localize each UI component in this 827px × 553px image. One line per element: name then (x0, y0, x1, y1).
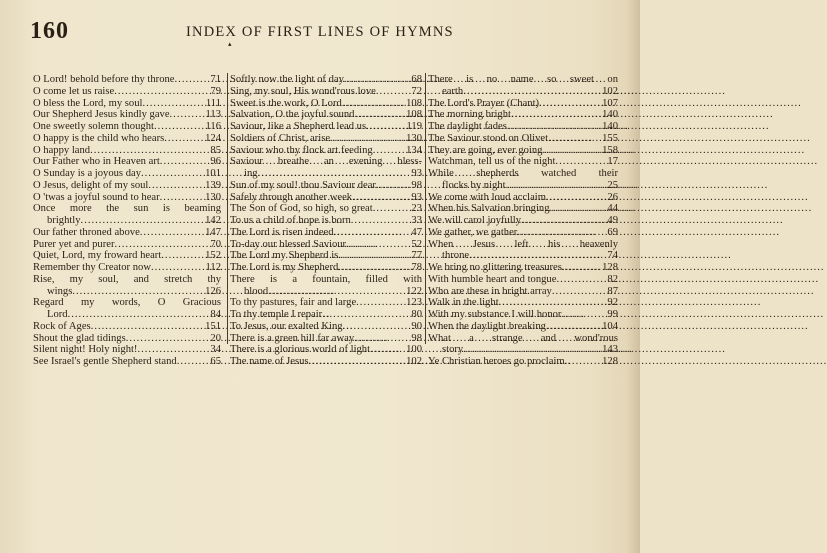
index-entry (33, 356, 221, 368)
index-entry (230, 356, 422, 368)
leader-dots (556, 274, 606, 286)
index-entry-first-line: When Jesus left his heavenly (428, 238, 618, 250)
hymn-number: 107 (602, 97, 618, 109)
index-entry (33, 239, 221, 251)
hymn-number: 78 (411, 262, 422, 273)
leader-dots (546, 321, 601, 333)
index-entry (33, 192, 221, 204)
hymn-number: 116 (205, 121, 221, 132)
leader-dots (499, 297, 607, 309)
index-entry (230, 227, 422, 239)
leader-dots (469, 250, 606, 262)
leader-dots (154, 121, 205, 133)
index-entry-first-line: There is no name so sweet on (428, 74, 618, 85)
index-entry (33, 180, 221, 192)
hymn-number: 119 (406, 121, 422, 132)
hymn-number: 142 (205, 215, 221, 226)
leader-dots (562, 262, 601, 274)
leader-dots (565, 356, 601, 368)
hymn-first-line: blood (244, 285, 269, 297)
hymn-first-line: Sweet is the work, O Lord (230, 97, 342, 109)
hymn-first-line: We will carol joyfully (428, 215, 521, 226)
index-entry (428, 145, 618, 157)
hymn-first-line: Quiet, Lord, my froward heart (33, 250, 162, 262)
hymn-number: 84 (210, 309, 221, 320)
index-entry (428, 262, 618, 274)
hymn-number: 93 (411, 168, 422, 179)
hymn-number: 128 (602, 356, 618, 367)
hymn-number: 126 (205, 285, 221, 297)
index-entry (33, 286, 221, 298)
hymn-first-line: There is a glorious world of light (230, 344, 371, 356)
leader-dots (309, 356, 406, 368)
hymn-first-line: Purer yet and purer (33, 238, 115, 250)
leader-dots (376, 86, 411, 98)
index-entry (33, 344, 221, 356)
hymn-number: 74 (607, 250, 618, 262)
hymn-number: 155 (602, 132, 618, 144)
column-divider (227, 73, 228, 344)
leader-dots (366, 121, 405, 133)
hymn-number: 25 (607, 179, 618, 191)
leader-dots (114, 239, 209, 251)
hymn-first-line: We gather, we gather (428, 226, 518, 238)
hymn-first-line: Walk in the light (428, 297, 499, 309)
hymn-number: 124 (205, 132, 221, 144)
index-entry (428, 309, 618, 321)
hymn-first-line: The Lord my Shepherd is (230, 250, 339, 262)
hymn-first-line: Salvation, O the joyful sound (230, 109, 355, 121)
index-entry (428, 156, 618, 168)
hymn-number: 87 (607, 285, 618, 297)
leader-dots (258, 168, 411, 180)
hymn-number: 147 (205, 226, 221, 238)
index-entry-first-line: There is a fountain, filled with (230, 273, 422, 285)
hymn-first-line: O Sunday is a joyous day (33, 168, 141, 179)
index-entry (428, 356, 618, 368)
index-column-3 (428, 74, 618, 368)
leader-dots (344, 74, 411, 86)
leader-dots (373, 203, 411, 215)
hymn-first-line: Rock of Ages (33, 320, 91, 332)
hymn-number: 93 (411, 191, 422, 203)
hymn-first-line: With my substance I will honor (428, 309, 562, 320)
hymn-first-line: When the daylight breaking (428, 320, 546, 332)
hymn-first-line: Saviour who thy flock art feeding (230, 144, 373, 156)
hymn-number: 17 (607, 156, 618, 168)
leader-dots (506, 180, 607, 192)
hymn-first-line: Watchman, tell us of the night (428, 156, 556, 168)
index-entry (33, 145, 221, 157)
leader-dots (517, 227, 606, 239)
hymn-number: 122 (406, 285, 422, 297)
hymn-first-line: To Jesus, our exalted King (230, 320, 343, 332)
leader-dots (141, 168, 204, 180)
hymn-first-line: The Lord is my Shepherd (230, 262, 339, 273)
hymn-number: 44 (607, 203, 618, 215)
hymn-number: 92 (607, 297, 618, 309)
index-entry (428, 286, 618, 298)
leader-dots (550, 203, 607, 215)
hymn-number: 99 (607, 309, 618, 320)
hymn-first-line: O come let us raise (33, 85, 115, 97)
hymn-number: 143 (602, 344, 618, 356)
hymn-number: 72 (411, 85, 422, 97)
hymn-first-line: Soldiers of Christ, arise (230, 132, 331, 144)
leader-dots (511, 109, 601, 121)
hymn-first-line: Silent night! Holy night! (33, 344, 138, 356)
hymn-number: 102 (406, 356, 422, 367)
hymn-first-line: Sing, my soul, His wond'rous love (230, 85, 376, 97)
index-entry (428, 109, 618, 121)
leader-dots (175, 74, 210, 86)
index-entry (428, 344, 618, 356)
heading-ornament-mark: ▴ (228, 40, 232, 48)
leader-dots (68, 309, 210, 321)
index-entry (230, 109, 422, 121)
hymn-first-line: The Saviour stood on Olivet (428, 132, 549, 144)
hymn-first-line: One sweetly solemn thought (33, 121, 154, 132)
hymn-first-line: Lord (47, 309, 68, 320)
hymn-number: 69 (607, 226, 618, 238)
index-entry (230, 309, 422, 321)
hymn-first-line: To us a child of hope is born (230, 215, 351, 226)
index-entry (230, 121, 422, 133)
hymn-number: 108 (406, 109, 422, 121)
index-entry (230, 145, 422, 157)
hymn-number: 140 (602, 109, 618, 121)
hymn-number: 79 (210, 85, 221, 97)
index-entry (33, 250, 221, 262)
hymn-number: 49 (607, 215, 618, 226)
hymn-first-line: Ye Christian heroes go proclaim (428, 356, 565, 367)
hymn-first-line: Who are these in bright array (428, 285, 552, 297)
index-entry (33, 86, 221, 98)
hymn-first-line: To-day our blessed Saviour (230, 238, 347, 250)
hymn-number: 34 (210, 344, 221, 356)
index-entry-first-line: What a strange and wond'rous (428, 332, 618, 344)
hymn-first-line: O bless the Lord, my soul (33, 97, 143, 109)
hymn-first-line: We come with loud acclaim (428, 191, 546, 203)
hymn-first-line: O Jesus, delight of my soul (33, 179, 149, 191)
index-entry (428, 86, 618, 98)
index-entry (33, 98, 221, 110)
index-entry (428, 192, 618, 204)
hymn-number: 123 (406, 297, 422, 309)
leader-dots (352, 192, 410, 204)
leader-dots (338, 250, 410, 262)
index-entry (230, 168, 422, 180)
index-entry (230, 180, 422, 192)
index-entry (230, 250, 422, 262)
hymn-first-line: The name of Jesus (230, 356, 309, 367)
index-entry (230, 333, 422, 345)
hymn-number: 158 (602, 144, 618, 156)
hymn-first-line: The daylight fades (428, 121, 507, 132)
hymn-first-line: Softly now the light of day (230, 74, 344, 85)
hymn-first-line: wings (47, 285, 73, 297)
hymn-number: 140 (602, 121, 618, 132)
leader-dots (539, 98, 601, 110)
hymn-first-line: Remember thy Creator now (33, 262, 151, 273)
index-entry-first-line: Regard my words, O Gracious (33, 297, 221, 309)
index-entry (428, 133, 618, 145)
hymn-number: 100 (406, 344, 422, 356)
hymn-first-line: Our Shepherd Jesus kindly gave (33, 109, 170, 121)
hymn-first-line: The Lord is risen indeed (230, 226, 334, 238)
hymn-number: 104 (602, 320, 618, 332)
index-entry (428, 98, 618, 110)
leader-dots (463, 86, 601, 98)
leader-dots (354, 333, 410, 345)
leader-dots (91, 321, 204, 333)
index-entry (33, 227, 221, 239)
hymn-number: 152 (205, 250, 221, 262)
hymn-number: 65 (210, 356, 221, 367)
index-entry (33, 262, 221, 274)
index-column-2 (230, 74, 422, 368)
hymn-number: 108 (406, 97, 422, 109)
page-heading: INDEX OF FIRST LINES OF HYMNS (186, 24, 454, 40)
hymn-number: 26 (607, 191, 618, 203)
index-entry (230, 239, 422, 251)
hymn-number: 33 (411, 215, 422, 226)
hymn-first-line: brightly (47, 215, 81, 226)
hymn-number: 139 (205, 179, 221, 191)
index-entry (33, 109, 221, 121)
leader-dots (356, 297, 405, 309)
leader-dots (322, 309, 410, 321)
hymn-number: 71 (210, 74, 221, 85)
hymn-number: 80 (411, 309, 422, 320)
leader-dots (548, 133, 601, 145)
index-entry (428, 297, 618, 309)
leader-dots (342, 98, 405, 110)
index-entry (230, 344, 422, 356)
index-entry (33, 309, 221, 321)
hymn-number: 134 (406, 144, 422, 156)
index-entry (428, 121, 618, 133)
leader-dots (170, 109, 205, 121)
hymn-first-line: The morning bright (428, 109, 511, 121)
page-number: 160 (30, 18, 69, 44)
index-entry (428, 203, 618, 215)
leader-dots (140, 227, 204, 239)
hymn-first-line: Our father throned above (33, 226, 140, 238)
hymn-first-line: O happy is the child who hears (33, 132, 165, 144)
hymn-first-line: earth (442, 85, 464, 97)
hymn-number: 111 (205, 97, 221, 109)
hymn-number: 130 (205, 191, 221, 203)
hymn-number: 98 (411, 179, 422, 191)
leader-dots (90, 145, 209, 157)
hymn-first-line: See Israel's gentle Shepherd stand (33, 356, 177, 367)
leader-dots (376, 180, 410, 192)
hymn-first-line: Saviour, like a Shepherd lead us (230, 121, 367, 132)
leader-dots (160, 156, 210, 168)
leader-dots (354, 109, 405, 121)
hymn-first-line: To thy pastures, fair and large (230, 297, 357, 309)
leader-dots (330, 133, 405, 145)
index-entry-first-line: Once more the sun is beaming (33, 203, 221, 215)
hymn-first-line: O 'twas a joyful sound to hear (33, 191, 160, 203)
hymn-first-line: ing (244, 168, 258, 179)
index-entry (230, 297, 422, 309)
index-entry (230, 262, 422, 274)
leader-dots (561, 309, 606, 321)
index-entry (428, 274, 618, 286)
index-column-1 (33, 74, 221, 368)
hymn-number: 102 (602, 85, 618, 97)
hymn-first-line: story (442, 344, 464, 356)
leader-dots (351, 215, 411, 227)
hymn-first-line: With humble heart and tongue (428, 273, 557, 285)
column-divider (425, 73, 426, 344)
leader-dots (177, 356, 210, 368)
hymn-first-line: There is a green hill far away (230, 332, 355, 344)
hymn-number: 112 (205, 262, 221, 273)
hymn-number: 52 (411, 238, 422, 250)
index-entry (33, 156, 221, 168)
hymn-number: 130 (406, 132, 422, 144)
hymn-number: 85 (210, 144, 221, 156)
hymn-first-line: O Lord! behold before thy throne (33, 74, 175, 85)
index-entry (33, 333, 221, 345)
leader-dots (334, 227, 411, 239)
leader-dots (164, 133, 204, 145)
leader-dots (161, 250, 204, 262)
index-entry (230, 74, 422, 86)
index-entry (230, 86, 422, 98)
hymn-first-line: The Son of God, so high, so great (230, 203, 373, 215)
hymn-number: 90 (411, 320, 422, 332)
index-entry (33, 215, 221, 227)
hymn-first-line: Safely through another week (230, 191, 353, 203)
leader-dots (463, 344, 601, 356)
index-entry-first-line: While shepherds watched their (428, 168, 618, 179)
hymn-number: 128 (602, 262, 618, 273)
leader-dots (521, 215, 606, 227)
hymn-number: 113 (205, 109, 221, 121)
index-entry (428, 250, 618, 262)
hymn-number: 98 (411, 332, 422, 344)
hymn-first-line: The Lord's Prayer (Chant) (428, 97, 540, 109)
index-entry (33, 121, 221, 133)
page-edge-shadow (626, 0, 640, 553)
index-entry-first-line: Rise, my soul, and stretch thy (33, 273, 221, 285)
index-entry (230, 321, 422, 333)
index-entry (428, 180, 618, 192)
leader-dots (338, 262, 410, 274)
leader-dots (151, 262, 205, 274)
hymn-number: 82 (607, 273, 618, 285)
leader-dots (346, 239, 410, 251)
hymn-number: 23 (411, 203, 422, 215)
index-entry (33, 321, 221, 333)
leader-dots (142, 98, 204, 110)
leader-dots (81, 215, 205, 227)
leader-dots (114, 86, 209, 98)
leader-dots (268, 286, 405, 298)
index-entry (428, 321, 618, 333)
hymn-first-line: To thy temple I repair (230, 309, 323, 320)
index-entry (230, 192, 422, 204)
index-entry (33, 74, 221, 86)
hymn-first-line: When his Salvation bringing (428, 203, 550, 215)
index-entry (428, 215, 618, 227)
hymn-first-line: Sun of my soul! thou Saviour dear (230, 179, 376, 191)
hymn-first-line: Shout the glad tidings (33, 332, 126, 344)
hymn-first-line: throne (442, 250, 470, 262)
leader-dots (507, 121, 601, 133)
leader-dots (160, 192, 204, 204)
leader-dots (148, 180, 204, 192)
leader-dots (137, 344, 209, 356)
hymn-number: 101 (205, 168, 221, 179)
hymn-first-line: Our Father who in Heaven art (33, 156, 160, 168)
leader-dots (72, 286, 204, 298)
index-entry (33, 133, 221, 145)
leader-dots (370, 344, 405, 356)
index-entry (230, 133, 422, 145)
index-entry-first-line: Saviour breathe an evening bless- (230, 156, 422, 168)
hymn-number: 47 (411, 226, 422, 238)
hymn-first-line: They are going, ever going (428, 144, 543, 156)
hymn-first-line: We bring no glittering treasures (428, 262, 562, 273)
leader-dots (343, 321, 411, 333)
hymn-number: 77 (411, 250, 422, 262)
hymn-number: 20 (210, 332, 221, 344)
hymn-number: 68 (411, 74, 422, 85)
index-entry (230, 215, 422, 227)
hymn-first-line: O happy land (33, 144, 91, 156)
hymn-number: 70 (210, 238, 221, 250)
leader-dots (546, 192, 606, 204)
index-entry (230, 203, 422, 215)
hymn-first-line: flocks by night (442, 179, 506, 191)
leader-dots (126, 333, 210, 345)
leader-dots (373, 145, 405, 157)
index-entry (428, 227, 618, 239)
hymn-number: 96 (210, 156, 221, 168)
index-entry (230, 98, 422, 110)
index-entry (230, 286, 422, 298)
hymn-number: 151 (205, 320, 221, 332)
leader-dots (555, 156, 606, 168)
leader-dots (542, 145, 601, 157)
leader-dots (552, 286, 607, 298)
index-entry (33, 168, 221, 180)
